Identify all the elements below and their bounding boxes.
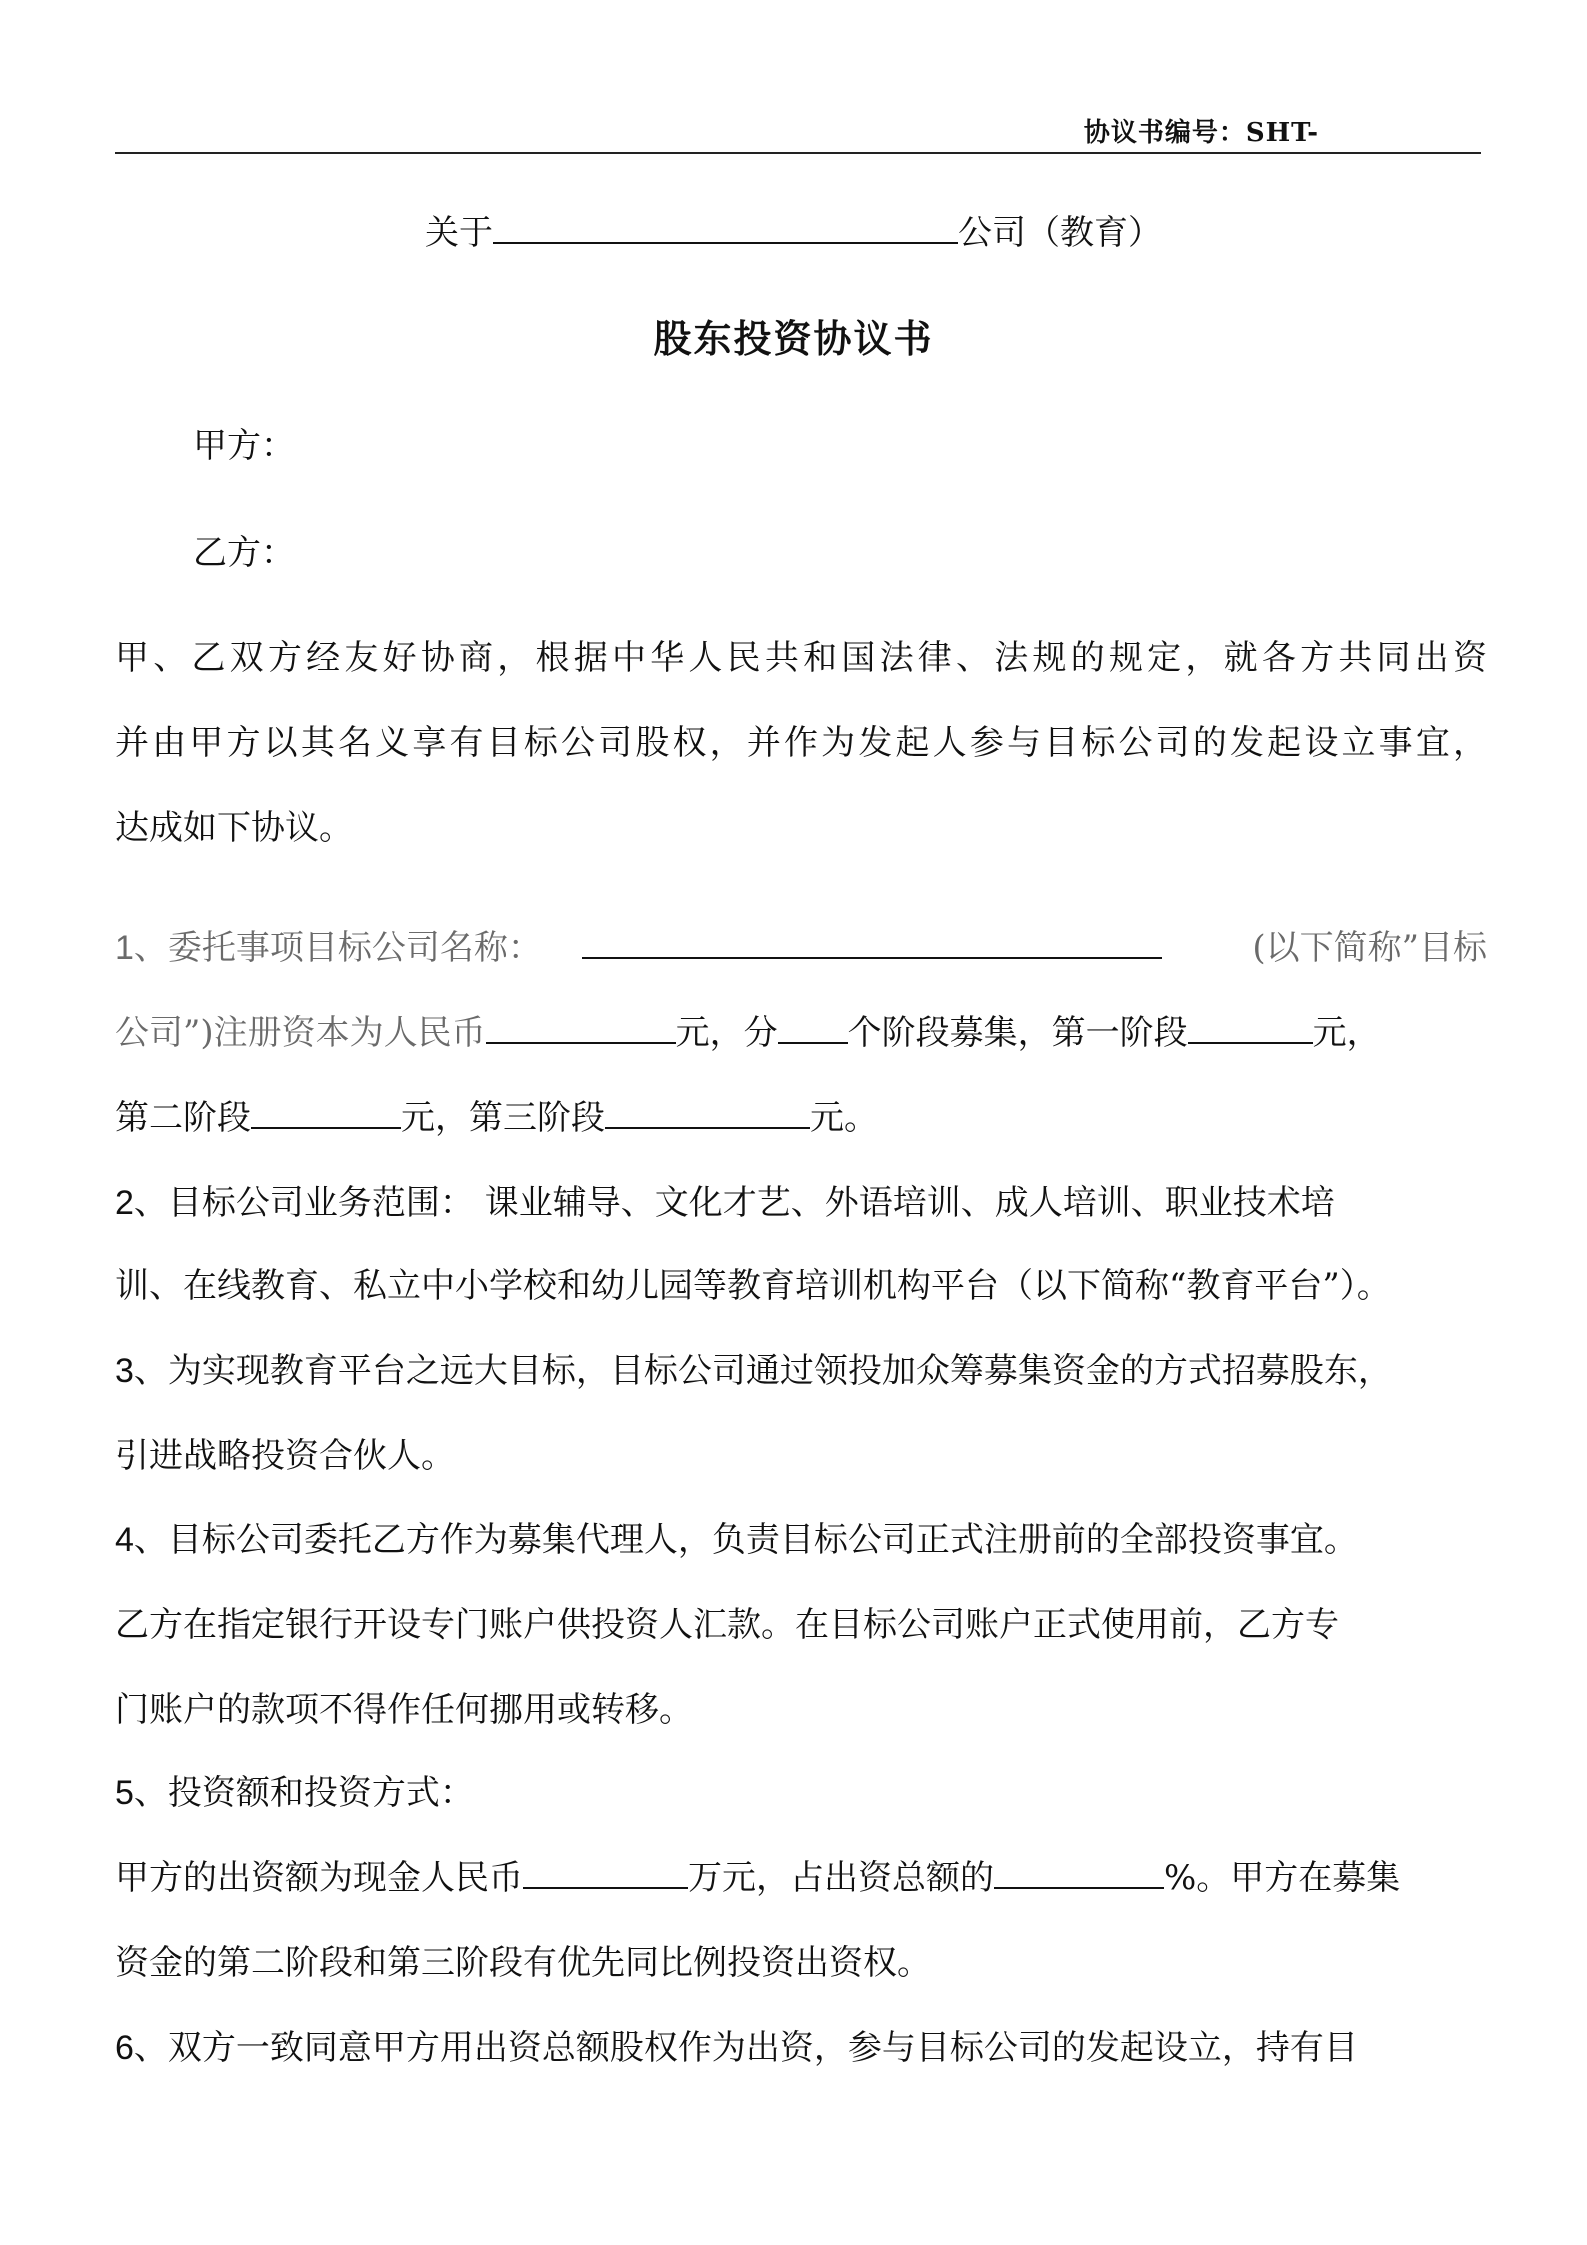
preamble-line-1: 甲、乙双方经友好协商，根据中华人民共和国法律、法规的规定，就各方共同出资: [115, 638, 1487, 678]
stage-3-amount-blank[interactable]: [605, 1091, 810, 1129]
preamble-line-3: 达成如下协议。: [115, 808, 353, 848]
stage-1-amount-blank[interactable]: [1188, 1006, 1313, 1044]
clause-1-line-3: [115, 1090, 1487, 1139]
clause-4-text-1: 、目标公司委托乙方作为募集代理人，负责目标公司正式注册前的全部投资事宜。: [133, 1520, 1358, 1560]
clause-4-line-3: 门账户的款项不得作任何挪用或转移。: [115, 1690, 693, 1730]
title-suffix: 公司（教育）: [958, 213, 1162, 253]
clause-1-text-i: 元。: [810, 1098, 878, 1138]
clause-2-line-2: 训、在线教育、私立中小学校和幼儿园等教育培训机构平台（以下简称“教育平台”）。: [115, 1266, 1391, 1306]
stage-2-amount-blank[interactable]: [251, 1091, 401, 1129]
party-a-investment-blank[interactable]: [523, 1851, 688, 1889]
clause-4-line-1: [115, 1512, 1487, 1561]
clause-4-line-2: 乙方在指定银行开设专门账户供投资人汇款。在目标公司账户正式使用前，乙方专: [115, 1605, 1339, 1645]
party-a-label: 甲方：: [193, 426, 295, 466]
clause-4-number: 4: [115, 1521, 134, 1559]
clause-1-text-d: 元，分: [675, 1013, 778, 1053]
clause-1-text-f: 元，: [1312, 1013, 1381, 1053]
document-title: 股东投资协议书: [653, 316, 934, 361]
clause-6-line-1: [115, 2020, 1487, 2069]
clause-5-text-b: 万元，占出资总额的: [688, 1858, 994, 1898]
header-divider: [115, 152, 1481, 154]
clause-1-text-b: (以下简称”目标: [1252, 928, 1487, 968]
target-company-blank[interactable]: [582, 921, 1162, 959]
clause-5-text-c: %。甲方在募集: [1164, 1858, 1401, 1898]
clause-2-number: 2: [115, 1184, 134, 1222]
preamble-line-2: 并由甲方以其名义享有目标公司股权，并作为发起人参与目标公司的发起设立事宜，: [115, 723, 1487, 763]
clause-1-text-a: 、委托事项目标公司名称：: [133, 928, 542, 968]
title-prefix: 关于: [425, 213, 493, 253]
clause-1-number: 1: [115, 929, 134, 967]
clause-3-text-1: 、为实现教育平台之远大目标，目标公司通过领投加众筹募集资金的方式招募股东，: [133, 1351, 1392, 1391]
clause-3-line-2: 引进战略投资合伙人。: [115, 1436, 455, 1476]
clause-5-heading: [115, 1765, 1487, 1814]
clause-1-text-h: 元，第三阶段: [401, 1098, 605, 1138]
clause-3-line-1: [115, 1343, 1487, 1392]
party-a-share-percent-blank[interactable]: [994, 1851, 1164, 1889]
clause-1-text-g: 第二阶段: [115, 1098, 251, 1138]
clause-5-heading-text: 、投资额和投资方式：: [133, 1773, 474, 1813]
agreement-number: 协议书编号：SHT-: [1083, 118, 1319, 148]
clause-1-line-1: [115, 920, 1487, 969]
clause-6-text-1: 、双方一致同意甲方用出资总额股权作为出资，参与目标公司的发起设立，持有目: [133, 2028, 1358, 2068]
clause-2-line-1: [115, 1175, 1487, 1224]
clause-5-text-a: 甲方的出资额为现金人民币: [115, 1858, 523, 1898]
clause-5-line-2: 资金的第二阶段和第三阶段有优先同比例投资出资权。: [115, 1943, 931, 1983]
company-name-blank[interactable]: [493, 206, 958, 244]
clause-3-number: 3: [115, 1352, 134, 1390]
clause-6-number: 6: [115, 2029, 134, 2067]
party-b-label: 乙方：: [193, 533, 295, 573]
title-line: [0, 205, 1587, 254]
clause-1-line-2: [115, 1005, 1487, 1054]
clause-5-number: 5: [115, 1774, 134, 1812]
registered-capital-blank[interactable]: [486, 1006, 676, 1044]
clause-5-line-1: [115, 1850, 1487, 1899]
clause-2-text-1: 、目标公司业务范围： 课业辅导、文化才艺、外语培训、成人培训、职业技术培: [133, 1183, 1335, 1223]
clause-1-text-e: 个阶段募集，第一阶段: [847, 1013, 1188, 1053]
stage-count-blank[interactable]: [778, 1006, 848, 1044]
clause-1-text-c: 公司”)注册资本为人民币: [115, 1013, 486, 1053]
